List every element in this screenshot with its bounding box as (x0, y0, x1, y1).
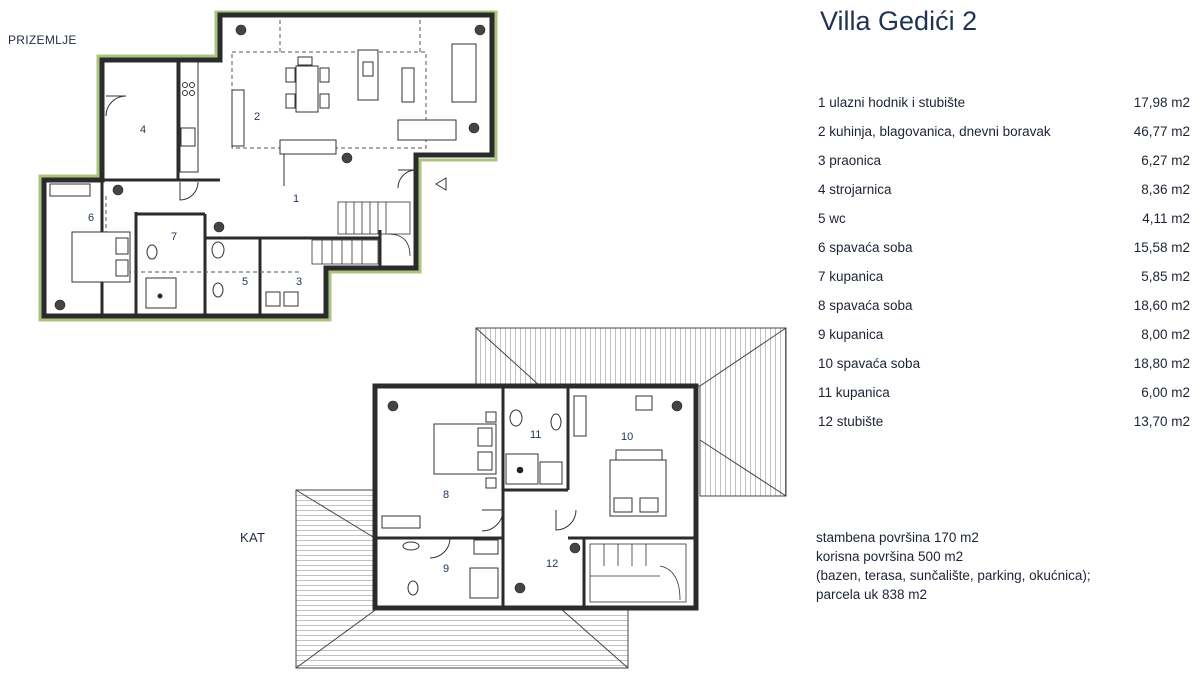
legend-row (818, 124, 1190, 153)
room-number-4: 4 (140, 124, 147, 136)
ground-sanitary (146, 242, 298, 308)
upper-floor-label: KAT (240, 530, 266, 545)
legend-room-area: 6,27 m2 (1141, 153, 1190, 168)
legend-row (818, 414, 1190, 443)
legend-room-area: 13,70 m2 (1133, 414, 1190, 429)
legend-room-name: 5 wc (818, 211, 846, 226)
legend-room-name: 4 strojarnica (818, 182, 892, 197)
legend-row (818, 240, 1190, 269)
room-number-11: 11 (530, 429, 542, 441)
legend-row (818, 95, 1190, 124)
legend-room-area: 8,36 m2 (1141, 182, 1190, 197)
legend-row (818, 327, 1190, 356)
legend-room-name: 12 stubište (818, 414, 884, 429)
legend-room-area: 15,58 m2 (1133, 240, 1190, 255)
room-number-8: 8 (443, 489, 450, 501)
legend-room-area: 5,85 m2 (1141, 269, 1190, 284)
upper-floor-plan (296, 328, 786, 668)
legend-row (818, 385, 1190, 414)
room-number-1: 1 (293, 193, 300, 205)
legend-row (818, 298, 1190, 327)
summary-line: stambena površina 170 m2 (816, 530, 979, 545)
room-number-10: 10 (621, 431, 634, 443)
summary-line: parcela uk 838 m2 (816, 587, 928, 602)
legend-room-name: 7 kupanica (818, 269, 884, 284)
legend-room-area: 18,80 m2 (1133, 356, 1190, 371)
room-number-2: 2 (254, 111, 261, 123)
legend-room-name: 8 spavaća soba (818, 298, 913, 313)
legend-room-area: 46,77 m2 (1133, 124, 1190, 139)
room-number-12: 12 (546, 558, 559, 570)
ground-stairs (312, 202, 410, 264)
legend-room-area: 4,11 m2 (1142, 211, 1190, 226)
legend-room-name: 3 praonica (818, 153, 882, 168)
legend-row (818, 269, 1190, 298)
legend-room-name: 10 spavaća soba (818, 356, 921, 371)
legend-room-area: 17,98 m2 (1133, 95, 1190, 110)
room-number-3: 3 (296, 276, 303, 288)
area-summary (816, 528, 1091, 604)
summary-line: (bazen, terasa, sunčalište, parking, okućnica); (816, 568, 1091, 583)
kitchen-units (180, 62, 244, 172)
legend-room-area: 18,60 m2 (1133, 298, 1190, 313)
entrance-arrow-icon (436, 178, 446, 190)
summary-line: korisna površina 500 m2 (816, 549, 964, 564)
ground-floor-plan (40, 12, 496, 320)
legend-room-name: 11 kupanica (818, 385, 890, 400)
room-number-9: 9 (443, 563, 450, 575)
ground-floor-label: PRIZEMLJE (8, 33, 77, 47)
room-number-7: 7 (171, 231, 178, 243)
bed-room-6 (50, 184, 130, 282)
legend-room-name: 6 spavaća soba (818, 240, 913, 255)
room-legend (818, 95, 1190, 443)
dining-table (286, 57, 329, 112)
legend-row (818, 211, 1190, 240)
room-number-5: 5 (242, 276, 249, 288)
legend-room-area: 8,00 m2 (1141, 327, 1190, 342)
room-number-6: 6 (88, 212, 95, 224)
legend-room-name: 2 kuhinja, blagovanica, dnevni boravak (818, 124, 1051, 139)
legend-row (818, 182, 1190, 211)
legend-row (818, 153, 1190, 182)
legend-room-name: 1 ulazni hodnik i stubište (818, 95, 966, 110)
legend-room-name: 9 kupanica (818, 327, 884, 342)
legend-row (818, 356, 1190, 385)
page-title: Villa Gedići 2 (820, 6, 978, 36)
legend-room-area: 6,00 m2 (1141, 385, 1190, 400)
